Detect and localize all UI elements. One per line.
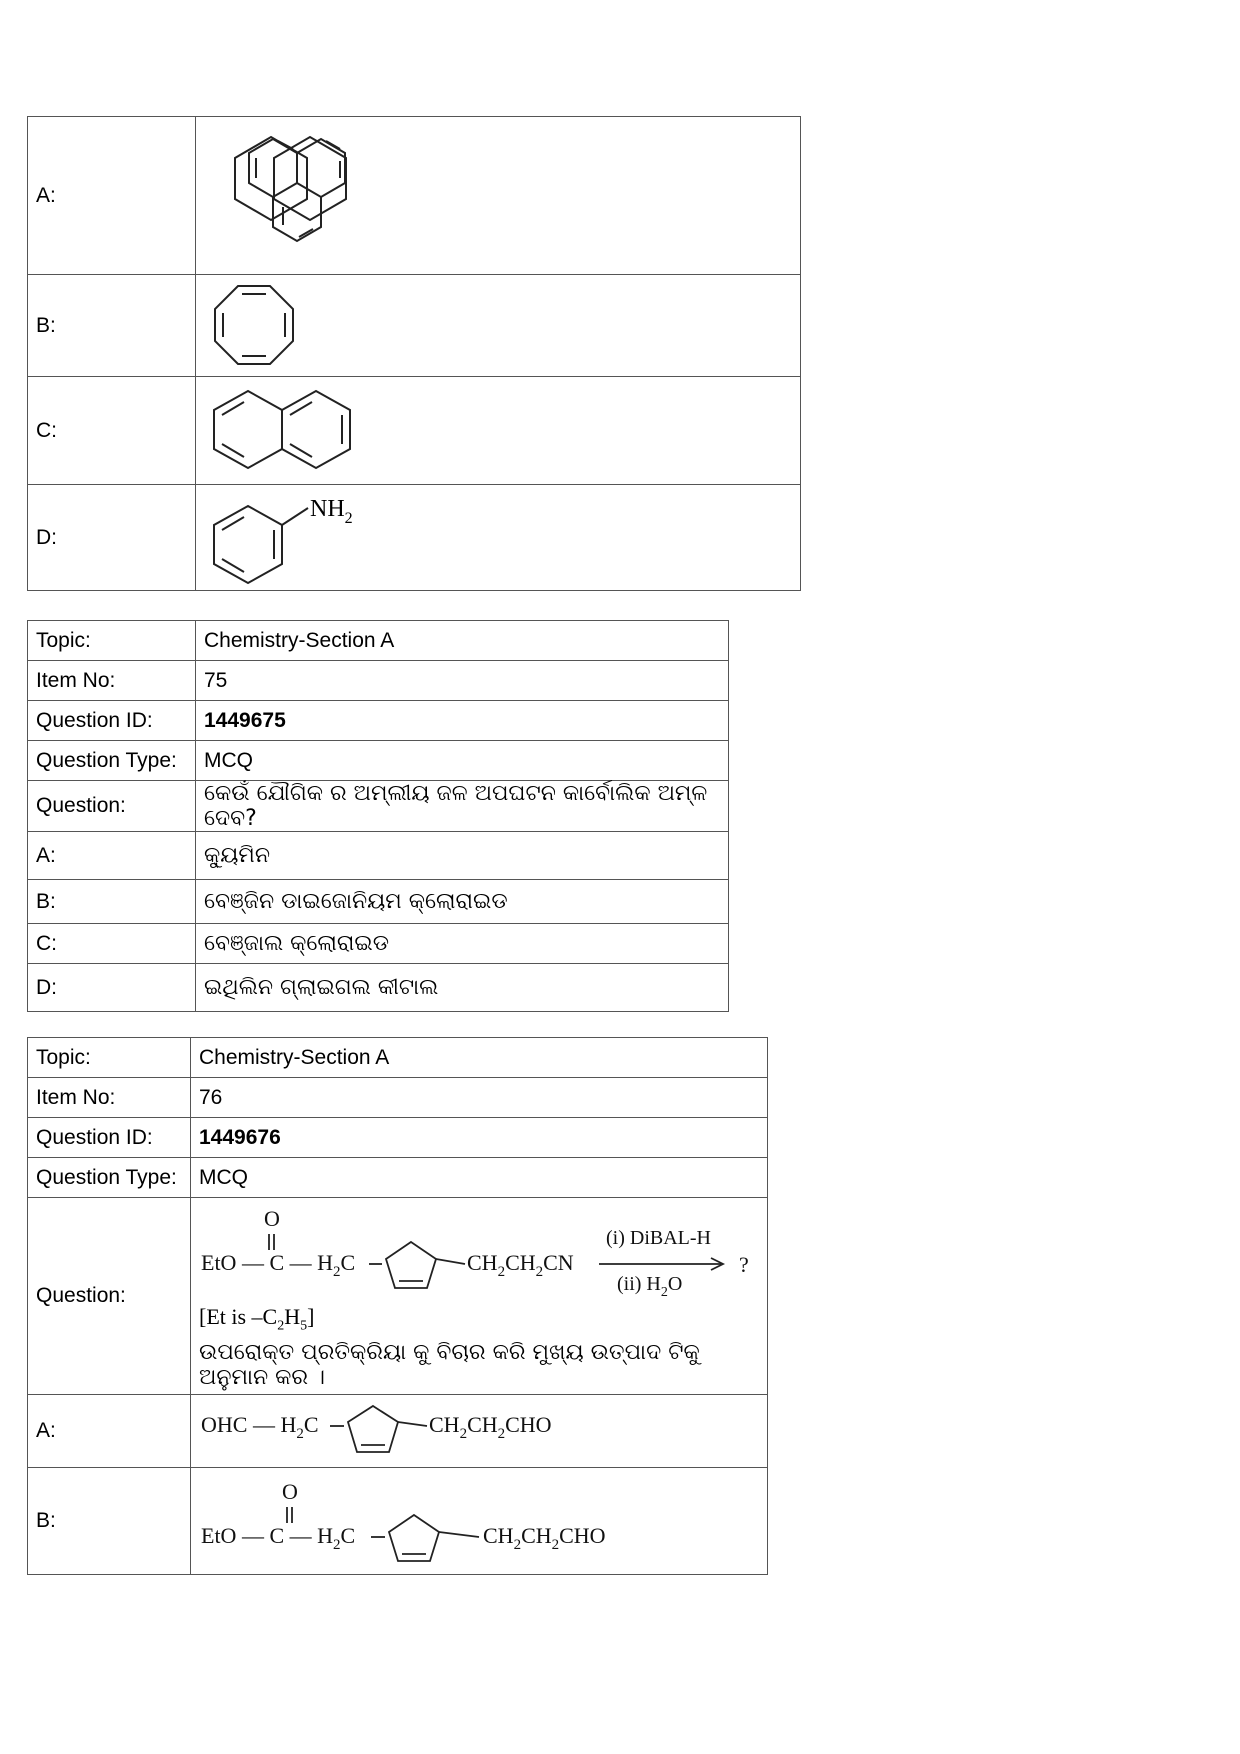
option-a-right: $CH_2CH_2CHO$ — [429, 1412, 552, 1443]
qtype-row — [28, 1158, 768, 1198]
question-row — [28, 1198, 768, 1395]
qid-value: 1449675 — [196, 701, 729, 741]
product-placeholder: ? — [739, 1252, 749, 1277]
topic-row — [28, 621, 729, 661]
option-structure — [196, 117, 801, 275]
qid-row — [28, 1118, 768, 1158]
option-label: C: — [28, 377, 196, 485]
prev-option-row — [28, 485, 801, 591]
prev-option-row — [28, 275, 801, 377]
topic-label: Topic: — [28, 621, 196, 661]
qtype-label: Question Type: — [28, 741, 196, 781]
phenalene-structure — [204, 121, 364, 271]
topic-value: Chemistry-Section A — [196, 621, 729, 661]
question-label: Question: — [28, 1198, 191, 1395]
option-text: କ୍ୟୁମିନ — [196, 832, 729, 880]
amine-group-label: $NH_2$ — [310, 495, 353, 527]
option-row — [28, 832, 729, 880]
qtype-row — [28, 741, 729, 781]
qtype-label: Question Type: — [28, 1158, 191, 1198]
option-row — [28, 1395, 768, 1468]
reaction-scheme — [199, 1202, 759, 1302]
reactant-left-group: EtO — C — $H_2C$ — [201, 1250, 356, 1280]
option-label: D: — [28, 485, 196, 591]
option-a-structure — [199, 1400, 599, 1462]
option-text: ଇଥିଲିନ ଗ୍ଲାଇଗଲ କୀଟାଲ — [196, 964, 729, 1012]
carbonyl-oxygen: O — [264, 1206, 280, 1231]
reagent-2: (ii) $H_2O$ — [617, 1273, 683, 1300]
option-row — [28, 924, 729, 964]
qtype-value: MCQ — [196, 741, 729, 781]
option-label: B: — [28, 880, 196, 924]
cyclooctatetraene-structure — [204, 278, 304, 374]
question-label: Question: — [28, 781, 196, 832]
option-label: D: — [28, 964, 196, 1012]
aniline-structure — [204, 488, 384, 588]
prev-options-table — [27, 116, 801, 591]
option-row — [28, 880, 729, 924]
option-label: A: — [28, 117, 196, 275]
question-content — [191, 1198, 768, 1395]
option-structure — [196, 377, 801, 485]
option-label: B: — [28, 1468, 191, 1575]
qid-row — [28, 701, 729, 741]
option-b-carbonyl-oxygen: O — [282, 1479, 298, 1505]
item-value: 75 — [196, 661, 729, 701]
reagent-1: (i) DiBAL-H — [606, 1227, 711, 1249]
et-note: [Et is $-C_2H_5$] — [199, 1304, 315, 1334]
option-label: A: — [28, 832, 196, 880]
qid-value: 1449676 — [191, 1118, 768, 1158]
item-value: 76 — [191, 1078, 768, 1118]
question-row — [28, 781, 729, 832]
qid-label: Question ID: — [28, 701, 196, 741]
question-75-table — [27, 620, 729, 1012]
option-b-left: EtO — C — $H_2C$ — [201, 1523, 356, 1554]
item-row — [28, 661, 729, 701]
question-76-table — [27, 1037, 768, 1575]
option-label: B: — [28, 275, 196, 377]
question-text: ଉପରୋକ୍ତ ପ୍ରତିକ୍ରିୟା କୁ ବିଚାର କରି ମୁଖ୍ୟ ଉତ୍ପାଦ ଟିକୁ ଅନୁମାନ କର । — [199, 1340, 700, 1391]
qtype-value: MCQ — [191, 1158, 768, 1198]
option-row — [28, 1468, 768, 1575]
item-label: Item No: — [28, 661, 196, 701]
option-label: A: — [28, 1395, 191, 1468]
option-text: ବେଞ୍ଜାଲ କ୍ଲୋରାଇଡ — [196, 924, 729, 964]
prev-option-row — [28, 377, 801, 485]
option-b-structure — [199, 1473, 619, 1569]
option-label: C: — [28, 924, 196, 964]
topic-label: Topic: — [28, 1038, 191, 1078]
question-text: କେଉଁ ଯୌଗିକ ର ଅମ୍ଲୀୟ ଜଳ ଅପଘଟନ କାର୍ବୋଲିକ ଅମ୍ଳ ଦେବ? — [196, 781, 729, 832]
option-structure — [196, 275, 801, 377]
option-a-left: OHC — $H_2C$ — [201, 1412, 319, 1443]
item-label: Item No: — [28, 1078, 191, 1118]
option-row — [28, 964, 729, 1012]
option-text: ବେଞ୍ଜିନ ଡାଇଜୋନିୟମ କ୍ଲୋରାଇଡ — [196, 880, 729, 924]
option-structure — [196, 485, 801, 591]
qid-label: Question ID: — [28, 1118, 191, 1158]
reactant-right-group: $CH_2CH_2CN$ — [467, 1250, 574, 1280]
option-b-right: $CH_2CH_2CHO$ — [483, 1523, 606, 1554]
naphthalene-structure — [204, 383, 364, 479]
topic-value: Chemistry-Section A — [191, 1038, 768, 1078]
option-structure — [191, 1395, 768, 1468]
option-structure — [191, 1468, 768, 1575]
item-row — [28, 1078, 768, 1118]
topic-row — [28, 1038, 768, 1078]
prev-option-row — [28, 117, 801, 275]
